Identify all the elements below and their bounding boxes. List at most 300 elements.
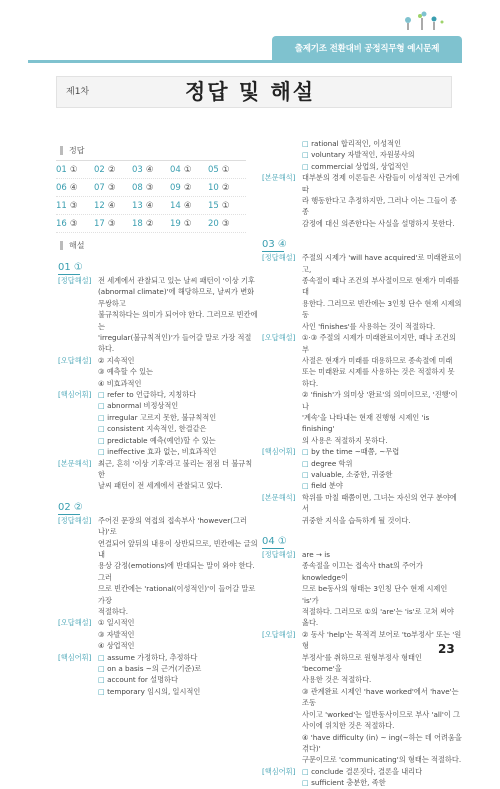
line-content: consistent 지속적인, 한결같은: [107, 424, 207, 434]
heading-bar-icon: [60, 241, 63, 250]
line-text: [302, 195, 462, 218]
section-label: [262, 686, 302, 709]
q03-explanation: [262, 252, 462, 526]
section-label: [58, 583, 98, 606]
line-text: [302, 332, 462, 355]
line-content: degree 학위: [311, 458, 353, 468]
answers-heading-text: 정답: [69, 146, 85, 155]
explanation-line: [58, 286, 258, 309]
vocab-line: [262, 777, 462, 788]
answer-number: 14: [170, 200, 181, 211]
answer-choice: ③: [107, 182, 116, 193]
answer-choice: ②: [183, 182, 192, 193]
section-label: [262, 674, 302, 685]
explanation-line: [262, 298, 462, 321]
explanation-line: [262, 195, 462, 218]
explanation-line: [262, 720, 462, 731]
q01-explanation: [58, 275, 258, 492]
answer-cell: [94, 219, 132, 229]
explanation-line: [58, 617, 258, 628]
section-label: [262, 469, 302, 480]
section-label: [262, 275, 302, 298]
section-label: [262, 138, 302, 149]
vocab-line: [58, 400, 258, 411]
line-text: [302, 435, 462, 446]
section-label: [본문해석]: [262, 492, 296, 502]
section-label: [오답해설]: [58, 618, 92, 628]
vocab-line: [262, 161, 462, 172]
explanation-line: [262, 606, 462, 629]
line-text: [302, 355, 462, 366]
line-content: ② 'finish'가 의미상 '완료'의 의미이므로, '진행'이나: [302, 390, 458, 411]
line-text: [302, 583, 462, 606]
answer-cell: [170, 165, 208, 175]
line-content: are → is: [302, 550, 330, 559]
line-content: ④ 비효과적인: [98, 378, 142, 388]
section-label: [오답해설]: [262, 629, 296, 639]
checkbox-square-icon: □: [302, 458, 312, 468]
line-text: [98, 423, 258, 434]
line-content: 사인 'finishes'를 사용하는 것이 적절하다.: [302, 321, 436, 331]
explanation-line: [58, 309, 258, 332]
tree-deco-icon: [398, 6, 448, 34]
checkbox-square-icon: □: [98, 401, 108, 411]
line-text: [98, 309, 258, 332]
section-label: [본문해석]: [262, 173, 296, 183]
line-content: 용상 감정(emotions)에 반대되는 말이 와야 한다. 그러: [98, 561, 255, 582]
explanation-line: [262, 652, 462, 675]
answer-number: 18: [132, 218, 143, 229]
section-label: [262, 298, 302, 321]
line-content: 감정에 대신 의존한다는 사실을 설명하지 못한다.: [302, 218, 455, 228]
vocab-line: [262, 149, 462, 160]
question-number: 04 ①: [262, 536, 287, 547]
section-label: [262, 480, 302, 491]
line-text: [302, 218, 462, 229]
vocab-line: [262, 446, 462, 457]
section-label: [58, 538, 98, 561]
section-label: [262, 412, 302, 435]
line-content: 사이고 'worked'는 일반동사이므로 부사 'all'이 그: [302, 709, 460, 719]
vocab-line: [58, 412, 258, 423]
line-content: voluntary 자발적인, 자원봉사의: [311, 150, 415, 160]
line-text: [98, 674, 258, 685]
line-text: [98, 480, 258, 491]
answer-choice: ①: [221, 164, 230, 175]
section-label: [정답해설]: [262, 253, 296, 263]
line-content: 라 행동한다고 추정하지만, 그러나 이는 그들이 종종: [302, 196, 457, 217]
section-label: [262, 515, 302, 526]
answer-number: 10: [208, 182, 219, 193]
answer-cell: [170, 219, 208, 229]
section-label: [262, 458, 302, 469]
explanation-line: [58, 480, 258, 491]
answer-number: 13: [132, 200, 143, 211]
answer-choice: ③: [69, 218, 78, 229]
answer-choice: ④: [69, 182, 78, 193]
explanation-line: [262, 674, 462, 685]
section-label: [핵심어휘]: [262, 447, 296, 457]
q02-explanation: [58, 515, 258, 698]
left-column: [58, 262, 258, 697]
explanation-line: [262, 583, 462, 606]
answer-choice: ③: [145, 182, 154, 193]
line-text: [98, 640, 258, 651]
explanation-line: [262, 321, 462, 332]
explanation-line: [58, 366, 258, 377]
answer-choice: ②: [221, 182, 230, 193]
line-content: ② 동사 'help'는 목적격 보어로 'to부정사' 또는 '원형: [302, 629, 462, 651]
line-content: ④ 상업적인: [98, 641, 135, 651]
line-content: conclude 결론짓다, 결론을 내리다: [311, 766, 423, 776]
section-label: [58, 606, 98, 617]
answer-cell: [132, 201, 170, 211]
checkbox-square-icon: □: [302, 778, 312, 788]
line-text: [98, 412, 258, 423]
checkbox-square-icon: □: [98, 435, 108, 445]
section-label: [262, 366, 302, 377]
answer-number: 06: [56, 182, 67, 193]
answer-row: [56, 161, 246, 179]
explanation-line: [262, 389, 462, 412]
line-text: [302, 777, 462, 788]
section-label: [핵심어휘]: [58, 652, 92, 662]
answer-choice: ③: [69, 200, 78, 211]
section-label: [262, 195, 302, 218]
line-content: 사이에 위치한 것은 적절하다.: [302, 721, 395, 731]
line-text: [302, 709, 462, 720]
line-content: refer to 언급하다, 지칭하다: [107, 390, 197, 400]
vocab-line: [262, 766, 462, 777]
answer-number: 16: [56, 218, 67, 229]
explanation-line: [262, 218, 462, 229]
section-label: [58, 309, 98, 332]
line-content: 연결되어 앞뒤의 내용이 상반되므로, 빈칸에는 글의 내: [98, 538, 258, 559]
line-text: [98, 286, 258, 309]
line-content: ② 지속적인: [98, 355, 135, 365]
explanation-line: [58, 560, 258, 583]
section-label: [262, 652, 302, 675]
line-text: [302, 515, 462, 526]
line-content: 학위를 마칠 때쯤이면, 그녀는 자신의 연구 분야에서: [302, 492, 457, 514]
answer-choice: ④: [107, 200, 116, 211]
line-content: 종속절이 때나 조건의 부사절이므로 현재가 미래를 대: [302, 276, 460, 297]
checkbox-square-icon: □: [98, 664, 108, 673]
line-content: 날씨 패턴이 전 세계에서 관찰되고 있다.: [98, 481, 223, 491]
section-label: [262, 709, 302, 720]
line-text: [98, 275, 258, 286]
line-text: [302, 412, 462, 435]
checkbox-square-icon: □: [302, 481, 312, 491]
answer-cell: [170, 183, 208, 193]
line-text: [98, 458, 258, 481]
section-label: [262, 149, 302, 160]
line-content: 용한다. 그러므로 빈칸에는 3인칭 단수 현재 시제의 동: [302, 298, 462, 320]
checkbox-square-icon: □: [98, 447, 108, 457]
section-label: [58, 286, 98, 309]
answer-choice: ④: [145, 200, 154, 211]
line-content: ③ 예측할 수 있는: [98, 367, 153, 377]
explanation-line: [262, 332, 462, 355]
right-column: [262, 138, 462, 789]
section-label: [262, 161, 302, 172]
answer-number: 15: [208, 200, 219, 211]
explanation-line: [58, 378, 258, 389]
section-label: [오답해설]: [262, 333, 296, 343]
line-text: [302, 298, 462, 321]
line-content: 전 세계에서 관찰되고 있는 날씨 패턴이 '이상 기후: [98, 276, 255, 285]
line-content: 귀중한 지식을 습득하게 될 것이다.: [302, 515, 411, 525]
line-content: field 분야: [311, 481, 343, 491]
checkbox-square-icon: □: [98, 412, 108, 422]
line-content: assume 가정하다, 추정하다: [107, 652, 198, 662]
explanation-line: [58, 538, 258, 561]
line-text: [302, 161, 462, 172]
line-content: 므로 be동사의 형태는 3인칭 단수 현재 시제인 'is'가: [302, 584, 448, 605]
line-content: 종속절을 이끄는 접속사 that의 주어가 knowledge이: [302, 561, 423, 582]
line-content: irregular 고르지 못한, 불규칙적인: [107, 412, 217, 422]
answer-cell: [208, 183, 246, 193]
line-text: [98, 366, 258, 377]
explanation-line: [58, 332, 258, 355]
line-text: [302, 321, 462, 332]
answer-choice: ②: [145, 218, 154, 229]
answer-number: 07: [94, 182, 105, 193]
section-label: [262, 435, 302, 446]
vocab-line: [262, 458, 462, 469]
answer-number: 20: [208, 218, 219, 229]
vocab-line: [58, 389, 258, 400]
line-content: (abnormal climate)'에 해당하므로, 날씨가 변화무쌍하고: [98, 287, 255, 308]
line-content: 하다.: [302, 378, 319, 388]
line-content: by the time ~때쯤, ~무렵: [311, 447, 400, 457]
section-label: [262, 321, 302, 332]
line-content: ④ 'have difficulty (in) ~ ing(~하는 데 어려움을 겪다)': [302, 732, 462, 753]
line-content: 적절하다.: [98, 606, 129, 616]
checkbox-square-icon: □: [98, 390, 108, 400]
checkbox-square-icon: □: [98, 675, 108, 685]
answer-row: [56, 215, 246, 233]
line-content: valuable, 소중한, 귀중한: [311, 469, 393, 479]
explanation-line: [58, 640, 258, 651]
vocab-line: [262, 469, 462, 480]
line-content: ① 일시적인: [98, 618, 135, 628]
section-label: [262, 754, 302, 765]
line-text: [302, 560, 462, 583]
answer-cell: [208, 201, 246, 211]
line-text: [302, 389, 462, 412]
line-text: [302, 480, 462, 491]
section-label: [262, 389, 302, 412]
vocab-line: [58, 435, 258, 446]
line-text: [302, 549, 462, 560]
line-text: [98, 663, 258, 674]
explanation-line: [262, 709, 462, 720]
section-label: [58, 423, 98, 434]
answer-cell: [132, 165, 170, 175]
header-rule: [28, 60, 462, 63]
line-content: 또는 미래완료 시제를 사용하는 것은 적절하지 못: [302, 367, 455, 377]
round-label: 제1차: [66, 87, 90, 97]
heading-bar-icon: [60, 146, 63, 155]
section-label: [58, 686, 98, 697]
section-label: [58, 560, 98, 583]
line-content: ①·③ 주절의 시제가 미래완료이지만, 때나 조건의 부: [302, 333, 456, 354]
line-content: temporary 임시의, 일시적인: [107, 686, 201, 696]
line-text: [98, 446, 258, 457]
section-label: [262, 355, 302, 366]
checkbox-square-icon: □: [302, 447, 312, 457]
line-content: 'irregular(불규칙적인)'가 들어갈 말로 가장 적절하다.: [98, 333, 252, 354]
checkbox-square-icon: □: [98, 652, 108, 662]
line-text: [98, 629, 258, 640]
line-text: [302, 606, 462, 629]
answer-cell: [132, 183, 170, 193]
line-text: [98, 652, 258, 663]
section-label: [262, 218, 302, 229]
answer-choice: ④: [145, 164, 154, 175]
checkbox-square-icon: □: [98, 686, 108, 696]
section-label: [58, 435, 98, 446]
line-text: [98, 435, 258, 446]
line-text: [302, 720, 462, 731]
line-content: 적절하다. 그러므로 ①의 'are'는 'is'로 고쳐 써야 옳다.: [302, 607, 454, 628]
section-label: [58, 674, 98, 685]
line-content: commercial 상업의, 상업적인: [311, 161, 409, 171]
line-text: [302, 172, 462, 195]
line-content: ③ 관계완료 시제인 'have worked'에서 'have'는 조동: [302, 686, 459, 708]
answer-grid: [56, 160, 246, 229]
answer-cell: [170, 201, 208, 211]
answer-cell: [56, 201, 94, 211]
answer-number: 01: [56, 164, 67, 175]
explanation-line: [262, 732, 462, 755]
line-text: [98, 400, 258, 411]
section-label: [58, 640, 98, 651]
line-content: on a basis ~의 근거(기준)로: [107, 664, 202, 673]
explanation-line: [262, 435, 462, 446]
vocab-line: [58, 663, 258, 674]
answer-number: 17: [94, 218, 105, 229]
line-content: 의 사용은 적절하지 못하다.: [302, 435, 388, 445]
section-label: [58, 480, 98, 491]
explanation-line: [58, 515, 258, 538]
line-text: [98, 560, 258, 583]
answer-cell: [94, 165, 132, 175]
explanation-line: [262, 754, 462, 765]
answer-number: 04: [170, 164, 181, 175]
answer-cell: [94, 183, 132, 193]
q04-explanation: [262, 549, 462, 789]
section-label: [58, 378, 98, 389]
answer-number: 08: [132, 182, 143, 193]
line-content: 므로 빈칸에는 'rational(이성적인)'이 들어갈 말로 가장: [98, 584, 256, 605]
section-label: [262, 720, 302, 731]
line-content: 사용한 것은 적절하다.: [302, 675, 372, 685]
line-text: [302, 138, 462, 149]
answer-cell: [94, 201, 132, 211]
section-label: [262, 777, 302, 788]
explanation-heading: [60, 240, 84, 251]
line-content: '계속'을 나타내는 현재 진행형 시제인 'is finishing': [302, 412, 430, 434]
answer-choice: ③: [107, 218, 116, 229]
line-content: ③ 자발적인: [98, 629, 135, 639]
section-label: [핵심어휘]: [262, 766, 296, 776]
vocab-line: [262, 480, 462, 491]
section-label: [58, 629, 98, 640]
answer-cell: [56, 165, 94, 175]
line-text: [302, 766, 462, 777]
line-text: [302, 674, 462, 685]
answer-choice: ④: [183, 200, 192, 211]
answer-cell: [208, 219, 246, 229]
answer-choice: ③: [221, 218, 230, 229]
vocab-line: [262, 138, 462, 149]
line-content: account for 설명하다: [107, 675, 178, 685]
line-text: [302, 275, 462, 298]
section-label: [핵심어휘]: [58, 390, 92, 400]
line-text: [98, 606, 258, 617]
question-number: 03 ④: [262, 239, 287, 251]
line-content: 대부분의 경제 이론들은 사람들이 이성적인 근거에 따: [302, 173, 460, 194]
answer-number: 19: [170, 218, 181, 229]
line-text: [302, 732, 462, 755]
q02-continued: [262, 138, 462, 229]
answer-number: 11: [56, 200, 67, 211]
answers-heading: [60, 145, 84, 156]
answer-cell: [56, 183, 94, 193]
line-content: 사절은 현재가 미래를 대용하므로 종속절에 미래: [302, 355, 453, 365]
line-text: [98, 378, 258, 389]
section-label: [262, 560, 302, 583]
header-tab: 출제기조 전환대비 공정직무형 예시문제: [272, 36, 462, 60]
explanation-heading-text: 해설: [69, 241, 85, 250]
explanation-line: [262, 560, 462, 583]
explanation-line: [58, 583, 258, 606]
line-text: [98, 617, 258, 628]
line-content: rational 합리적인, 이성적인: [311, 139, 402, 148]
section-label: [58, 400, 98, 411]
line-text: [302, 149, 462, 160]
explanation-line: [262, 549, 462, 560]
section-label: [262, 606, 302, 629]
section-label: [정답해설]: [58, 276, 92, 285]
explanation-line: [262, 355, 462, 366]
line-text: [302, 754, 462, 765]
answer-number: 12: [94, 200, 105, 211]
section-label: [262, 583, 302, 606]
checkbox-square-icon: □: [98, 424, 108, 434]
line-text: [302, 686, 462, 709]
explanation-line: [262, 366, 462, 377]
line-text: [98, 583, 258, 606]
explanation-line: [58, 606, 258, 617]
line-content: predictable 예측(예언)할 수 있는: [107, 435, 216, 445]
line-text: [302, 446, 462, 457]
line-text: [302, 458, 462, 469]
line-content: sufficient 충분한, 족한: [311, 778, 386, 788]
vocab-line: [58, 674, 258, 685]
line-content: ineffective 효과 없는, 비효과적인: [107, 447, 217, 457]
line-text: [98, 515, 258, 538]
explanation-line: [262, 275, 462, 298]
explanation-line: [262, 629, 462, 652]
line-content: 구문이므로 'communicating'의 형태는 적절하다.: [302, 755, 462, 765]
section-label: [오답해설]: [58, 355, 92, 365]
vocab-line: [58, 686, 258, 697]
vocab-line: [58, 652, 258, 663]
checkbox-square-icon: □: [302, 469, 312, 479]
